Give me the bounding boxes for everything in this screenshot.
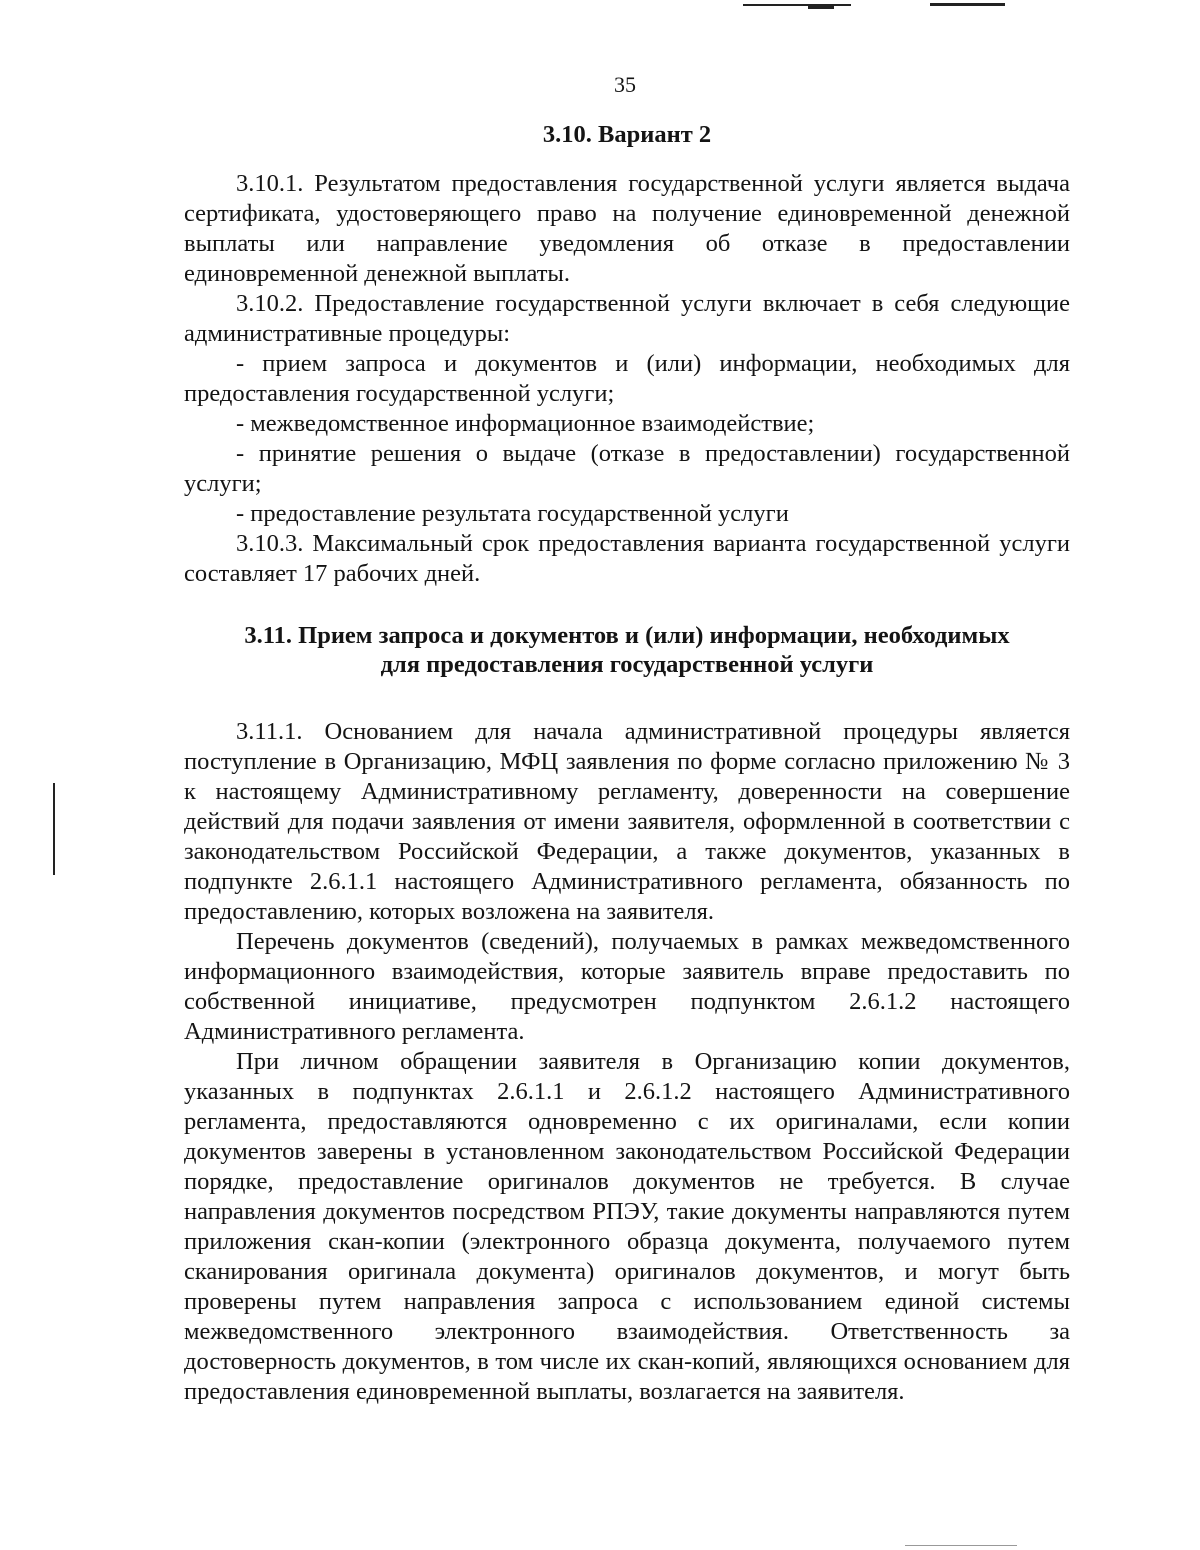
section-3-10-heading: 3.10. Вариант 2 bbox=[542, 121, 712, 148]
document-body bbox=[184, 120, 1070, 1407]
scan-artifact bbox=[905, 1545, 1017, 1546]
paragraph-documents-list: Перечень документов (сведений), получаемых в рамках межведомственного информационного взаимодействия, которые заявитель вправе предоставить по собственной инициативе, предусмотрен подпунктом 2.6.1.2 настоящего Административного регламента. bbox=[184, 928, 1070, 1045]
section-3-11-heading-line-1: 3.11. Прием запроса и документов и (или) информации, необходимых bbox=[244, 622, 1010, 649]
list-item: - предоставление результата государственной услуги bbox=[236, 500, 789, 527]
scan-artifact bbox=[808, 5, 834, 9]
list-item: - межведомственное информационное взаимодействие; bbox=[236, 410, 815, 437]
section-3-11-heading bbox=[184, 621, 1070, 679]
scan-artifact bbox=[743, 4, 851, 6]
list-item: - принятие решения о выдаче (отказе в предоставлении) государственной услуги; bbox=[184, 440, 1070, 497]
list-item: - прием запроса и документов и (или) информации, необходимых для предоставления государственной услуги; bbox=[184, 350, 1070, 407]
section-3-11-heading-line-2: для предоставления государственной услуги bbox=[380, 651, 874, 678]
paragraph-personal-appeal: При личном обращении заявителя в Организацию копии документов, указанных в подпунктах 2.6.1.1 и 2.6.1.2 настоящего Административного регламента, предоставляются одновременно с их оригиналами, если копии документов заверены в установленном законодательством Российской Федерации порядке, предоставление оригиналов документов не требуется. В случае направления документов посредством РПЭУ, такие документы направляются путем приложения скан-копии (электронного образца документа, получаемого путем сканирования оригинала документа) оригиналов документов, и могут быть проверены путем направления запроса с использованием единой системы межведомственного электронного взаимодействия. Ответственность за достоверность документов, в том числе их скан-копий, являющихся основанием для предоставления единовременной выплаты, возлагается на заявителя. bbox=[184, 1048, 1070, 1405]
scan-artifact bbox=[930, 3, 1005, 6]
paragraph-3-11-1: 3.11.1. Основанием для начала административной процедуры является поступление в Организацию, МФЦ заявления по форме согласно приложению № 3 к настоящему Административному регламенту, доверенности на совершение действий для подачи заявления от имени заявителя, оформленной в соответствии с законодательством Российской Федерации, а также документов, указанных в подпункте 2.6.1.1 настоящего Административного регламента, обязанность по предоставлению, которых возложена на заявителя. bbox=[184, 718, 1070, 925]
paragraph-3-10-2: 3.10.2. Предоставление государственной услуги включает в себя следующие административные процедуры: bbox=[184, 290, 1070, 347]
paragraph-3-10-1: 3.10.1. Результатом предоставления государственной услуги является выдача сертификата, удостоверяющего право на получение единовременной денежной выплаты или направление уведомления об отказе в предоставлении единовременной денежной выплаты. bbox=[184, 170, 1070, 287]
scan-artifact bbox=[53, 783, 55, 875]
paragraph-3-10-3: 3.10.3. Максимальный срок предоставления варианта государственной услуги составляет 17 рабочих дней. bbox=[184, 530, 1070, 587]
page-number: 35 bbox=[614, 72, 636, 97]
